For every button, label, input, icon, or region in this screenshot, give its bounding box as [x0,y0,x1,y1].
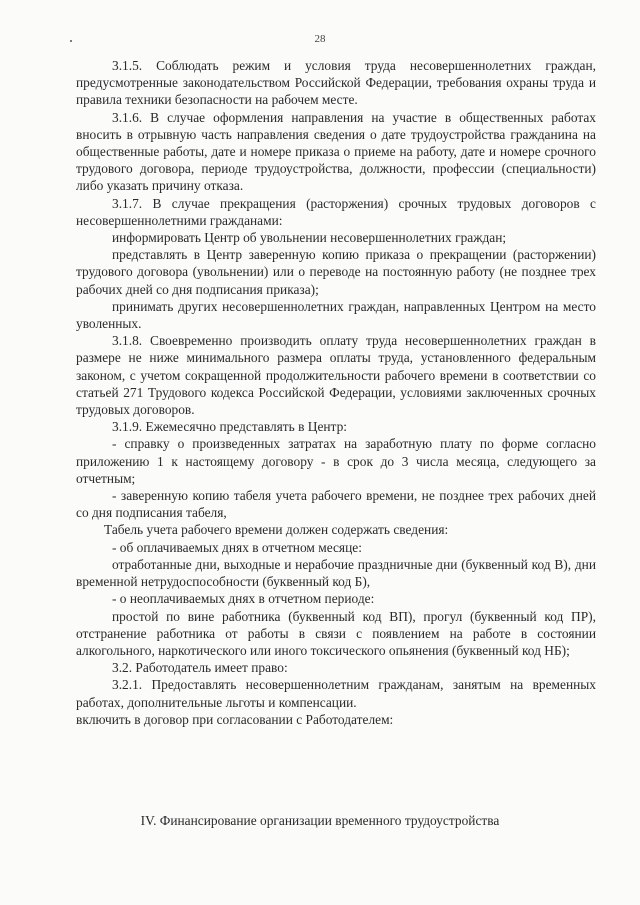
paragraph-unpaid-days: - о неоплачиваемых днях в отчетном периоде: [112,591,375,607]
document-body [76,57,596,728]
paragraph-timesheet-copy: - заверенную копию табеля учета рабочего времени, не позднее трех рабочих дней со дня подписания табеля, [76,488,596,521]
paragraph-3-1-7: 3.1.7. В случае прекращения (расторжения) срочных трудовых договоров с несовершеннолетними гражданами: [76,195,596,228]
paragraph-submit-order-copy: представлять в Центр заверенную копию приказа о прекращении (расторжении) трудового договора (увольнении) или о переводе на постоянную работу (не позднее трех рабочих дней со дня подписания приказа); [76,247,596,297]
page-number: 28 [314,33,326,45]
paragraph-include-contract: включить в договор при согласовании с Работодателем: [76,711,394,727]
paragraph-3-1-8: 3.1.8. Своевременно производить оплату труда несовершеннолетних граждан в размере не ниже минимального размера оплаты труда, установленного федеральным законом, с учетом сокращенной продолжительности рабочего времени в соответствии со статьей 271 Трудового кодекса Российской Федерации, условиями заключенных срочных трудовых договоров. [76,333,596,418]
paragraph-3-1-9: 3.1.9. Ежемесячно представлять в Центр: [112,419,347,435]
section-heading: IV. Финансирование организации временного трудоустройства [140,813,500,828]
paragraph-paid-days: - об оплачиваемых днях в отчетном месяце: [112,539,362,555]
paragraph-downtime: простой по вине работника (буквенный код ВП), прогул (буквенный код ПР), отстранение работника от работы в связи с появлением на работе в состоянии алкогольного, наркотического или иного токсического опьянения (буквенный код НБ); [76,608,596,658]
paragraph-accept-other: принимать других несовершеннолетних граждан, направленных Центром на место уволенных. [76,298,596,332]
paragraph-inform-center: информировать Центр об увольнении несовершеннолетних граждан; [112,230,507,246]
paragraph-timesheet-content: Табель учета рабочего времени должен содержать сведения: [104,522,449,538]
paragraph-3-1-5: 3.1.5. Соблюдать режим и условия труда несовершеннолетних граждан, предусмотренные законодательством Российской Федерации, требования охраны труда и правила техники безопасности на рабочем месте. [76,58,596,108]
paragraph-3-2-1: 3.2.1. Предоставлять несовершеннолетним гражданам, занятым на временных работах, дополнительные льготы и компенсации. [76,677,596,710]
paragraph-salary-certificate: - справку о произведенных затратах на заработную плату по форме согласно приложению 1 к настоящему договору - в срок до 3 числа месяца, следующего за отчетным; [76,436,596,486]
paragraph-worked-days: отработанные дни, выходные и нерабочие праздничные дни (буквенный код В), дни временной нетрудоспособности (буквенный код Б), [76,556,596,590]
paragraph-3-2: 3.2. Работодатель имеет право: [112,660,288,676]
paragraph-3-1-6: 3.1.6. В случае оформления направления на участие в общественных работах вносить в отрывную часть направления сведения о дате трудоустройства гражданина на общественные работы, дате и номере приказа о приеме на работу, дате и номере срочного трудового договора, периоде трудоустройства, должности, профессии (специальности) либо указать причину отказа. [76,109,596,194]
